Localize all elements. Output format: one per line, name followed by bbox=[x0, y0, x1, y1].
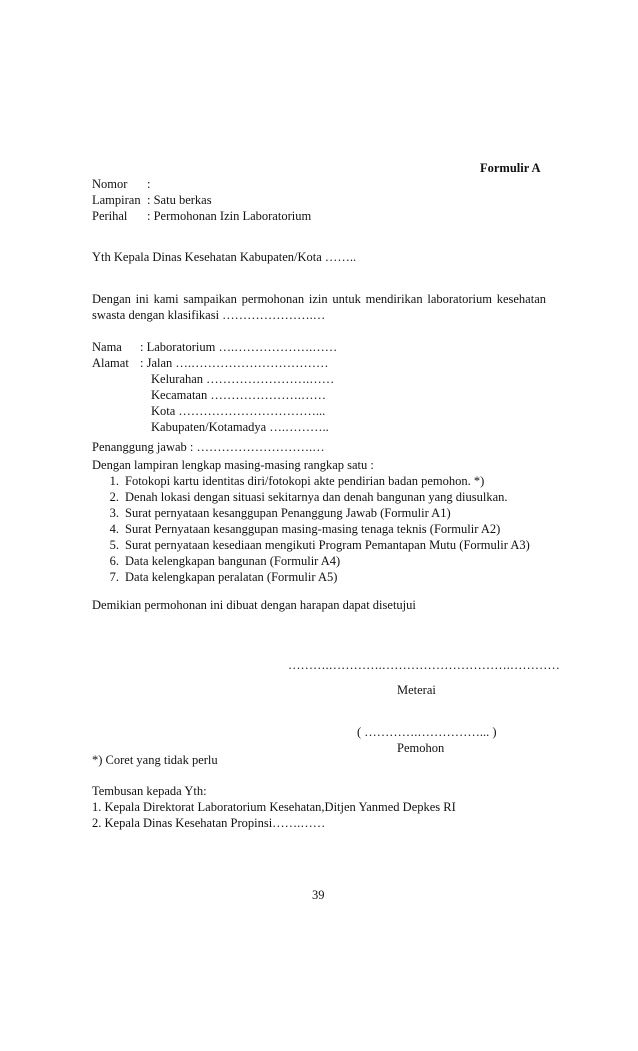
list-item-text: Surat Pernyataan kesanggupan masing-masing tenaga teknis (Formulir A2) bbox=[125, 522, 501, 536]
attachments-intro: Dengan lampiran lengkap masing-masing rangkap satu : bbox=[92, 458, 374, 472]
list-item bbox=[92, 553, 530, 569]
list-item-text: Denah lokasi dengan situasi sekitarnya dan denah bangunan yang diusulkan. bbox=[125, 490, 508, 504]
list-item-number: 5. bbox=[109, 538, 119, 552]
lampiran-row bbox=[92, 192, 212, 208]
list-item bbox=[92, 505, 530, 521]
alamat-label: Alamat bbox=[92, 356, 129, 370]
footnote: *) Coret yang tidak perlu bbox=[92, 753, 218, 767]
list-item bbox=[92, 569, 530, 585]
perihal-value: : Permohonan Izin Laboratorium bbox=[147, 209, 312, 223]
nama-row bbox=[92, 339, 337, 355]
addressee: Yth Kepala Dinas Kesehatan Kabupaten/Kota …….. bbox=[92, 250, 357, 264]
list-item-text: Surat pernyataan kesanggupan Penanggung Jawab (Formulir A1) bbox=[125, 506, 451, 520]
list-item-number: 3. bbox=[109, 506, 119, 520]
nomor-row bbox=[92, 176, 150, 192]
cc-line-2: 2. Kepala Dinas Kesehatan Propinsi…….…… bbox=[92, 816, 326, 830]
list-item bbox=[92, 521, 530, 537]
cc-line-1: 1. Kepala Direktorat Laboratorium Kesehatan,Ditjen Yanmed Depkes RI bbox=[92, 800, 456, 814]
list-item bbox=[92, 537, 530, 553]
list-item-text: Fotokopi kartu identitas diri/fotokopi akte pendirian badan pemohon. *) bbox=[125, 474, 485, 488]
signature-name-line: ( ………….……………... ) bbox=[357, 725, 497, 739]
kota-line: Kota ……………………………... bbox=[151, 404, 326, 418]
pemohon-label: Pemohon bbox=[397, 741, 445, 755]
alamat-row bbox=[92, 355, 329, 371]
alamat-value: : Jalan ….…………………………… bbox=[140, 356, 329, 370]
list-item-text: Data kelengkapan peralatan (Formulir A5) bbox=[125, 570, 338, 584]
nomor-label: Nomor bbox=[92, 177, 128, 191]
list-item-number: 2. bbox=[109, 490, 119, 504]
list-item-text: Data kelengkapan bangunan (Formulir A4) bbox=[125, 554, 341, 568]
lampiran-label: Lampiran bbox=[92, 193, 141, 207]
page-number: 39 bbox=[312, 888, 325, 902]
kabupaten-line: Kabupaten/Kotamadya ….……….. bbox=[151, 420, 329, 434]
penanggung-jawab: Penanggung jawab : ……………………….… bbox=[92, 440, 325, 454]
intro-line-2: swasta dengan klasifikasi ………………….… bbox=[92, 308, 326, 322]
list-item-text: Surat pernyataan kesediaan mengikuti Program Pemantapan Mutu (Formulir A3) bbox=[125, 538, 530, 552]
cc-title: Tembusan kepada Yth: bbox=[92, 784, 207, 798]
form-title: Formulir A bbox=[480, 161, 541, 175]
closing-statement: Demikian permohonan ini dibuat dengan harapan dapat disetujui bbox=[92, 598, 416, 612]
nama-value: : Laboratorium ….……………….…… bbox=[140, 340, 338, 354]
intro-line-1: Dengan ini kami sampaikan permohonan izin untuk mendirikan laboratorium kesehatan bbox=[92, 292, 546, 306]
perihal-label: Perihal bbox=[92, 209, 128, 223]
place-date-line: ……….………….………………………….………… bbox=[288, 658, 560, 672]
meterai-label: Meterai bbox=[397, 683, 436, 697]
list-item-number: 7. bbox=[109, 570, 119, 584]
list-item-number: 6. bbox=[109, 554, 119, 568]
kecamatan-line: Kecamatan ………………….…… bbox=[151, 388, 326, 402]
attachments-list bbox=[92, 473, 530, 585]
lampiran-value: : Satu berkas bbox=[147, 193, 212, 207]
list-item-number: 4. bbox=[109, 522, 119, 536]
nama-label: Nama bbox=[92, 340, 122, 354]
kelurahan-line: Kelurahan …………………….…… bbox=[151, 372, 335, 386]
nomor-colon: : bbox=[147, 177, 151, 191]
list-item bbox=[92, 489, 530, 505]
list-item-number: 1. bbox=[109, 474, 119, 488]
list-item bbox=[92, 473, 530, 489]
perihal-row bbox=[92, 208, 311, 224]
